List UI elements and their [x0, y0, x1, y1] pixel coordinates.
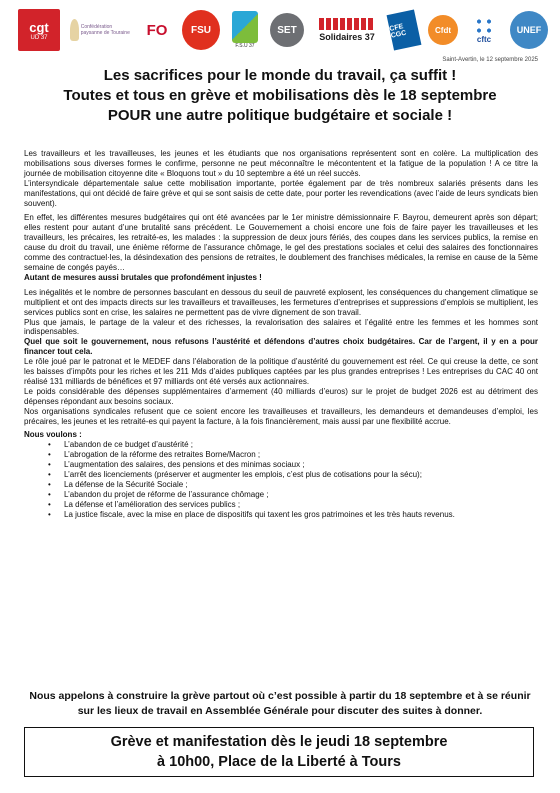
- set-logo-text: SET: [277, 24, 297, 36]
- set-logo: [270, 13, 304, 47]
- cgt-logo-sub: UD 37: [30, 34, 48, 41]
- cgt-logo-text: cgt: [29, 19, 49, 35]
- title-line: Les sacrifices pour le monde du travail, ça suffit !: [103, 67, 457, 84]
- body-paragraph: Les inégalités et le nombre de personnes basculant en dessous du seuil de pauvreté explosent, les conséquences du changement climatique se multiplient et ont des impacts directs sur les travailleurs et travailleuses, les fermetures d’entreprises et suppressions d’emplois se multiplient, les services publics sont en crise, les salaires ne permettent pas de vivre dignement de son travail.: [24, 287, 538, 317]
- demands-label: Nous voulons :: [24, 430, 82, 440]
- body-paragraph: Le poids considérable des dépenses supplémentaires d’armement (40 milliards d’euros) sur le projet de budget 2026 est au détriment des dépenses répondant aux besoins sociaux.: [24, 386, 538, 406]
- solidaires-mark: [319, 18, 375, 30]
- body-paragraph: Plus que jamais, le partage de la valeur et des richesses, la revalorisation des salaires et l’égalité entre les femmes et les hommes sont indispensables.: [24, 317, 538, 337]
- body-paragraph: Le rôle joué par le patronat et le MEDEF dans l’élaboration de la politique d’austérité du gouvernement est réel. Ce qui creuse la dette, ce sont les baisses d’impôts pour les riches et les 211 Mds d’aides publiques captées par les plus grandes entreprises ! Les entreprises du CAC 40 ont réalisé 131 milliards de bénéfices et 97 milliards ont été versés aux actionnaires.: [24, 357, 538, 386]
- demand-item: • La défense de la Sécurité Sociale ;: [48, 480, 538, 490]
- cftc-mark: [474, 17, 494, 35]
- paragraph-list: [24, 149, 538, 426]
- solidaires-logo-text: Solidaires 37: [319, 32, 375, 42]
- cfdt-logo-text: Cfdt: [435, 25, 451, 35]
- title-line: Toutes et tous en grève et mobilisations dès le 18 septembre: [63, 87, 497, 104]
- strike-announcement-box: [24, 727, 534, 777]
- document-title: [20, 66, 540, 126]
- body-paragraph: L’intersyndicale départementale salue cette mobilisation importante, portée également par de très nombreux salariés présents dans les manifestations, qui ont décidé de faire grève et qui se sont saisis de cette date, pour porter les revendications (avec l’aide de leurs syndicats bien souvent).: [24, 178, 538, 208]
- demand-item: • L’augmentation des salaires, des pensions et des minimas sociaux ;: [48, 460, 538, 470]
- fo-logo-text: FO: [146, 21, 168, 39]
- cgt-logo: [18, 9, 60, 51]
- demand-item: • La défense et l’amélioration des services publics ;: [48, 500, 538, 510]
- body-paragraph: Nos organisations syndicales refusent que ce soient encore les travailleuses et travailleurs, les demandeurs et demandeuses d’emploi, les précaires, les jeunes et les retraité-es qui payent la facture, à la fois financièrement, mais aussi par une flexibilité accrue.: [24, 406, 538, 426]
- confederation-paysanne-mark: [70, 19, 79, 41]
- body-paragraph: Quel que soit le gouvernement, nous refusons l’austérité et défendons d’autres choix budgétaires. Car de l’argent, il y en a pour financer tout cela.: [24, 337, 538, 357]
- demand-item: • L’abandon du projet de réforme de l’assurance chômage ;: [48, 490, 538, 500]
- cftc-logo: [468, 12, 500, 48]
- demand-item: • L’arrêt des licenciements (préserver et augmenter les emplois, c’est plus de cotisations pour la sécu);: [48, 470, 538, 480]
- body-paragraph: Autant de mesures aussi brutales que profondément injustes !: [24, 272, 262, 282]
- document-body: [24, 149, 538, 520]
- fsu37-logo: [230, 9, 260, 51]
- fo-logo: [142, 13, 172, 47]
- body-paragraph: En effet, les différentes mesures budgétaires qui ont été avancées par le 1er ministre démissionnaire F. Bayrou, demeurent après son départ; elles restent pour autant d’une brutalité sans précédent. Le Gouvernement a choisi encore une fois de faire payer les travailleuses et les travailleurs, les précaires, les retraité-es, les malades : la suppression de deux jours fériés, des coupes dans les services publics, la remise en cause du droit du travail, une énième réforme de l’assurance chômage, le gel des prestations sociales et celui des salaires des fonctionnaires comme des contractuel·les, la désindexation des pensions de retraites, le doublement des franchises médicales, la remise en cause de la 5ème semaine de congés payés…: [24, 213, 538, 272]
- unef-logo: [510, 11, 548, 49]
- cfe-cgc-logo: [387, 9, 422, 50]
- title-line: POUR une autre politique budgétaire et sociale !: [107, 107, 453, 124]
- confederation-paysanne-logo: [70, 10, 132, 50]
- fsu-logo: [182, 10, 220, 50]
- fsu37-logo-text: F.S.U 37: [235, 43, 255, 49]
- cftc-logo-text: cftc: [476, 34, 492, 44]
- demand-item: • L’abrogation de la réforme des retraites Borne/Macron ;: [48, 450, 538, 460]
- unef-logo-text: UNEF: [516, 25, 542, 35]
- cfdt-logo: [428, 15, 458, 45]
- fsu-logo-text: FSU: [191, 24, 211, 36]
- confederation-paysanne-logo-text: Confédération paysanne de Touraine: [80, 24, 130, 36]
- fsu37-mark: [232, 11, 258, 43]
- strike-announcement-line: à 10h00, Place de la Liberté à Tours: [157, 754, 401, 770]
- demand-item: • L’abandon de ce budget d’austérité ;: [48, 440, 538, 450]
- body-paragraph: Les travailleurs et les travailleuses, les jeunes et les étudiants que nos organisations représentent sont en colère. La multiplication des mobilisations sous diverses formes le confirme, personne ne peut méconnaître le mécontentent et la fatigue de la population ! A ce titre la journée de mobilisation citoyenne dite « Bloquons tout » du 10 septembre a été un réel succès.: [24, 149, 538, 178]
- cfe-cgc-logo-text: CFE CGC: [388, 23, 407, 40]
- call-to-action: Nous appelons à construire la grève partout où c’est possible à partir du 18 septembre et à se réunir sur les lieux de travail en Assemblée Générale pour discuter des suites à donner.: [29, 690, 531, 717]
- logo-bar: [18, 6, 548, 54]
- document-date: Saint-Avertin, le 12 septembre 2025: [442, 57, 538, 63]
- demand-item: • La justice fiscale, avec la mise en place de dispositifs qui taxent les gros patrimoines et les très hauts revenus.: [48, 510, 538, 520]
- solidaires-logo: [314, 11, 380, 49]
- demands-list: [24, 440, 538, 519]
- strike-announcement-line: Grève et manifestation dès le jeudi 18 septembre: [110, 734, 448, 750]
